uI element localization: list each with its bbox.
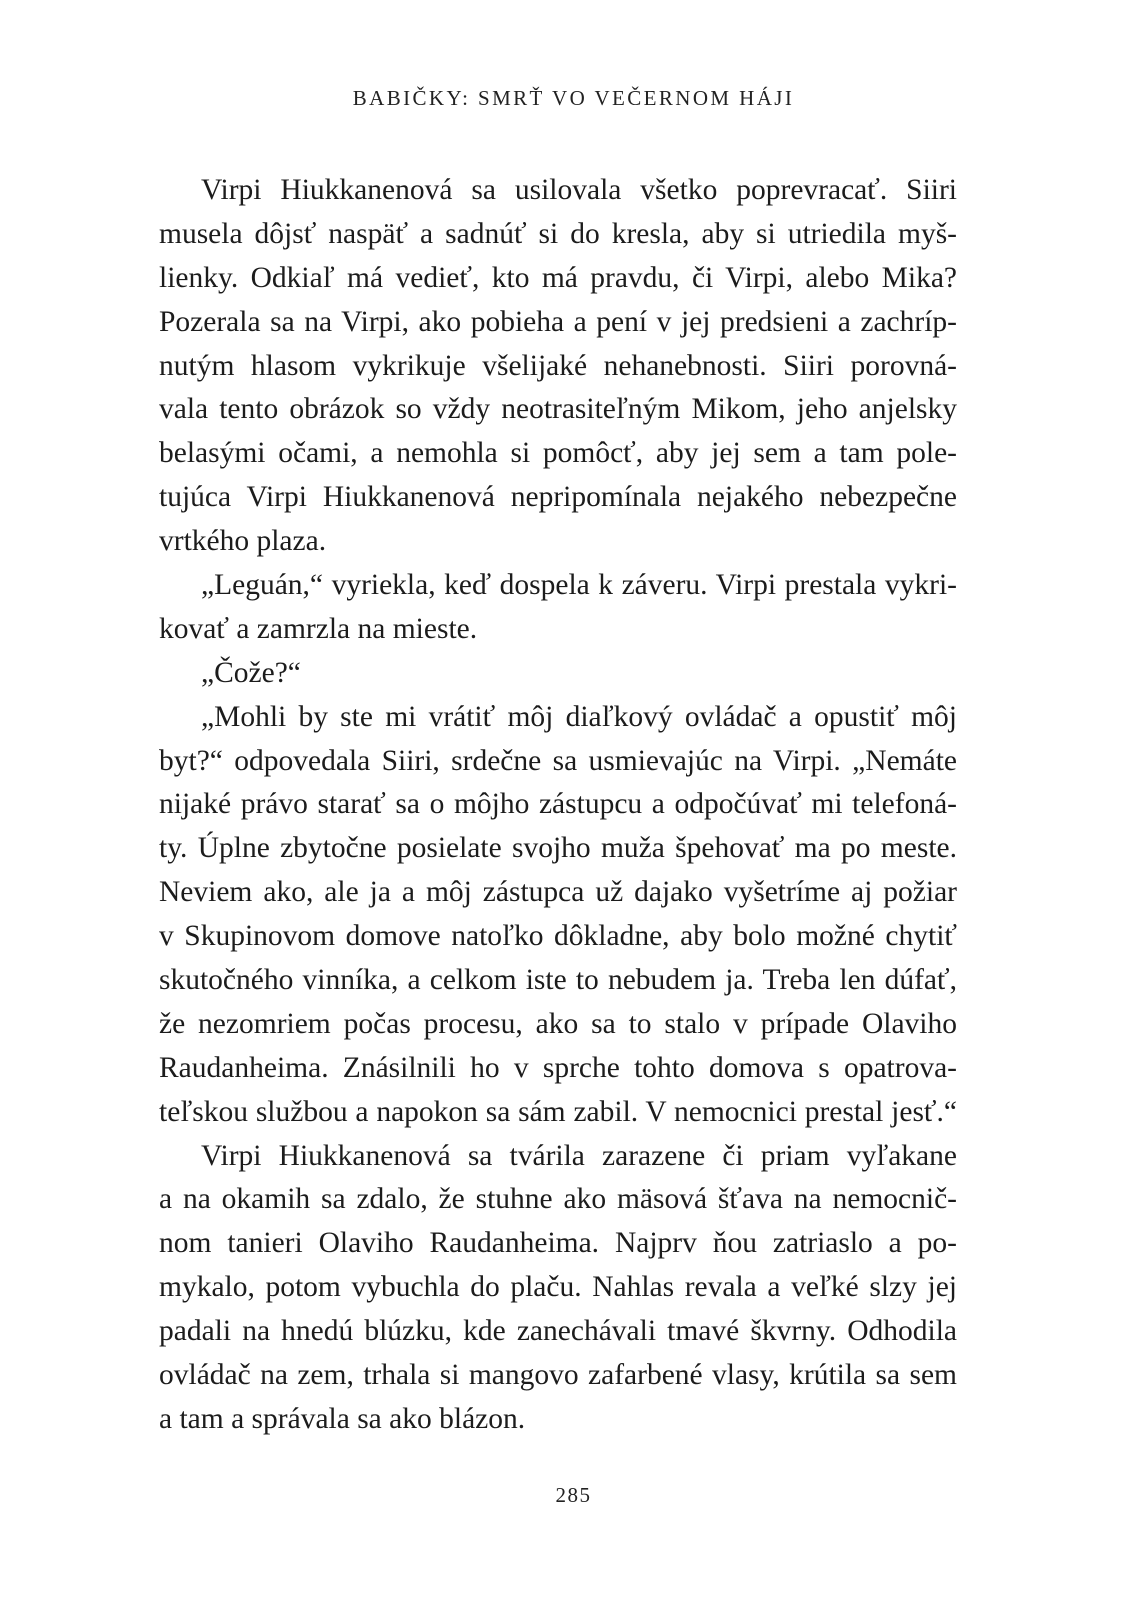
text-line: nijaké právo starať sa o môjho zástupcu a odpočúvať mi telefoná- xyxy=(159,788,957,821)
running-head-title: BABIČKY: SMRŤ VO VEČERNOM HÁJI xyxy=(352,86,795,110)
text-line: tujúca Virpi Hiukkanenová nepripomínala nejakého nebezpečne xyxy=(159,481,957,514)
text-line: „Leguán,“ vyriekla, keď dospela k záveru. Virpi prestala vykri- xyxy=(201,569,957,602)
text-line: Neviem ako, ale ja a môj zástupca už dajako vyšetríme aj požiar xyxy=(159,876,957,909)
text-line: a tam a správala sa ako blázon. xyxy=(159,1402,526,1435)
text-line: ty. Úplne zbytočne posielate svojho muža špehovať ma po meste. xyxy=(159,832,957,865)
text-line: „Mohli by ste mi vrátiť môj diaľkový ovládač a opustiť môj xyxy=(201,700,957,733)
text-line: a na okamih sa zdalo, že stuhne ako mäsová šťava na nemocnič- xyxy=(159,1183,957,1216)
text-line: padali na hnedú blúzku, kde zanechávali tmavé škvrny. Odhodila xyxy=(159,1315,957,1348)
text-line: musela dôjsť naspäť a sadnúť si do kresla, aby si utriedila myš- xyxy=(159,217,957,250)
text-line: ovládač na zem, trhala si mangovo zafarbené vlasy, krútila sa sem xyxy=(159,1359,957,1392)
text-line: teľskou službou a napokon sa sám zabil. V nemocnici prestal jesť.“ xyxy=(159,1095,957,1128)
text-line: Pozerala sa na Virpi, ako pobieha a pení v jej predsieni a zachríp- xyxy=(159,305,957,338)
text-line: skutočného vinníka, a celkom iste to nebudem ja. Treba len dúfať, xyxy=(159,964,957,997)
page-number: 285 xyxy=(555,1483,592,1507)
text-line: nutým hlasom vykrikuje všelijaké nehanebnosti. Siiri porovná- xyxy=(159,349,957,382)
text-line: byt?“ odpovedala Siiri, srdečne sa usmievajúc na Virpi. „Nemáte xyxy=(159,744,957,777)
text-line: mykalo, potom vybuchla do plaču. Nahlas revala a veľké slzy jej xyxy=(159,1271,957,1304)
text-line: kovať a zamrzla na mieste. xyxy=(159,612,478,645)
text-line: vrtkého plaza. xyxy=(159,525,327,558)
text-line: Raudanheima. Znásilnili ho v sprche tohto domova s opatrova- xyxy=(159,1051,957,1084)
text-line: že nezomriem počas procesu, ako sa to stalo v prípade Olaviho xyxy=(159,1007,957,1040)
text-line: v Skupinovom domove natoľko dôkladne, aby bolo možné chytiť xyxy=(159,920,957,953)
text-line: „Čože?“ xyxy=(201,656,301,689)
text-line: nom tanieri Olaviho Raudanheima. Najprv ňou zatriaslo a po- xyxy=(159,1227,957,1260)
text-line: belasými očami, a nemohla si pomôcť, aby jej sem a tam pole- xyxy=(159,437,957,470)
body-text xyxy=(159,169,957,1442)
text-line: Virpi Hiukkanenová sa tvárila zarazene či priam vyľakane xyxy=(201,1139,957,1172)
text-line: vala tento obrázok so vždy neotrasiteľným Mikom, jeho anjelsky xyxy=(159,393,957,426)
text-line: Virpi Hiukkanenová sa usilovala všetko poprevracať. Siiri xyxy=(201,174,957,206)
text-line: lienky. Odkiaľ má vedieť, kto má pravdu, či Virpi, alebo Mika? xyxy=(159,261,957,294)
